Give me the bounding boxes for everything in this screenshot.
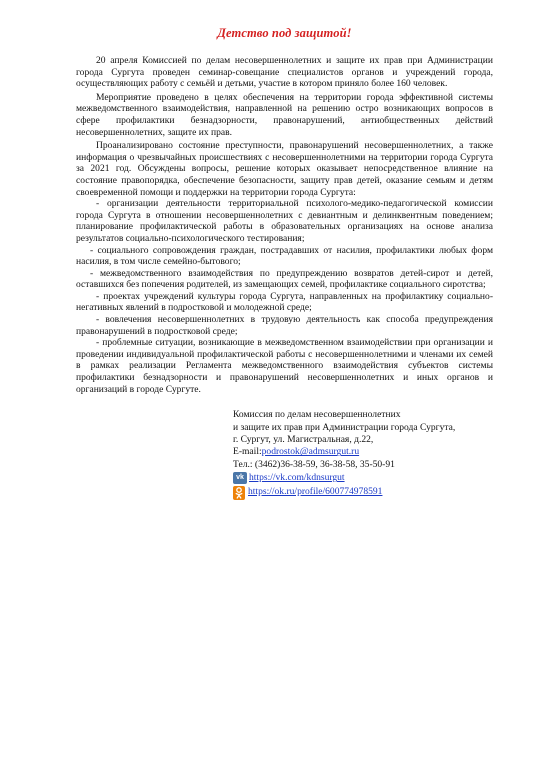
- document-title: Детство под защитой!: [217, 26, 352, 40]
- vk-link[interactable]: https://vk.com/kdnsurgut: [249, 472, 345, 484]
- ok-row: [233, 486, 493, 500]
- contact-block: [233, 409, 493, 499]
- paragraph-intro: 20 апреля Комиссией по делам несовершеннолетних и защите их прав при Администрации города Сургута проведен семинар-совещание специалистов органов и учреждений города, осуществляющих работу с семьёй и детьми, участие в котором приняло более 160 человек.: [76, 55, 493, 90]
- contact-email-row: [233, 446, 493, 458]
- paragraph-purpose: Мероприятие проведено в целях обеспечения на территории города эффективной системы межведомственного взаимодействия, направленной на решению остро возникающих вопросов в сфере профилактики безнадзорности, правонарушений, антиобщественных действий несовершеннолетних, защите их прав.: [76, 91, 493, 138]
- list-item: - проблемные ситуации, возникающие в межведомственном взаимодействии при организации и проведении индивидуальной профилактической работы с несовершеннолетними и членами их семей в рамках реализации Регламента межведомственного взаимодействия субъектов системы профилактики безнадзорности и правонарушений несовершеннолетних и иных органов и организаций в городе Сургуте.: [76, 337, 493, 395]
- email-link[interactable]: podrostok@admsurgut.ru: [261, 446, 360, 458]
- contact-phone: Тел.: (3462)36-38-59, 36-38-58, 35-50-91: [233, 458, 395, 470]
- email-label: E-mail:: [233, 446, 262, 458]
- contact-org-line2: и защите их прав при Администрации города Сургута,: [233, 421, 456, 433]
- odnoklassniki-logo-icon: [233, 486, 245, 500]
- list-item: - вовлечения несовершеннолетних в трудовую деятельность как способа предупреждения правонарушений в подростковой среде;: [76, 314, 493, 337]
- document-body: [76, 55, 493, 395]
- list-item: - социального сопровождения граждан, пострадавших от насилия, профилактики любых форм насилия, в том числе семейно-бытового;: [76, 244, 493, 268]
- vk-row: [233, 472, 493, 484]
- list-item: - межведомственного взаимодействия по предупреждению возвратов детей-сирот и детей, оставшихся без попечения родителей, из замещающих семей, профилактике социального сиротства;: [76, 267, 493, 291]
- list-item: - организации деятельности территориальной психолого-медико-педагогической комиссии города Сургута в отношении несовершеннолетних с девиантным и делинквентным поведением; планирование профилактической работы в образовательных организациях на основе анализа результатов социально-психологического тестирования;: [76, 198, 493, 244]
- paragraph-analysis: Проанализировано состояние преступности, правонарушений несовершеннолетних, а также информация о чрезвычайных происшествиях с несовершеннолетними на территории города Сургута за 2021 год. Обсуждены вопросы, решение которых оказывает непосредственное влияние на состояние правопорядка, обеспечение безопасности, защиту прав детей, оказание семьям и детям своевременной помощи и поддержки на территории города Сургута:: [76, 140, 493, 198]
- vk-logo-icon: vk: [233, 472, 247, 484]
- list-item: - проектах учреждений культуры города Сургута, направленных на профилактику социально-негативных явлений в подростковой и молодежной среде;: [76, 290, 493, 314]
- ok-link[interactable]: https://ok.ru/profile/600774978591: [248, 486, 383, 498]
- contact-org-line1: Комиссия по делам несовершеннолетних: [233, 409, 401, 421]
- contact-address: г. Сургут, ул. Магистральная, д.22,: [233, 434, 374, 446]
